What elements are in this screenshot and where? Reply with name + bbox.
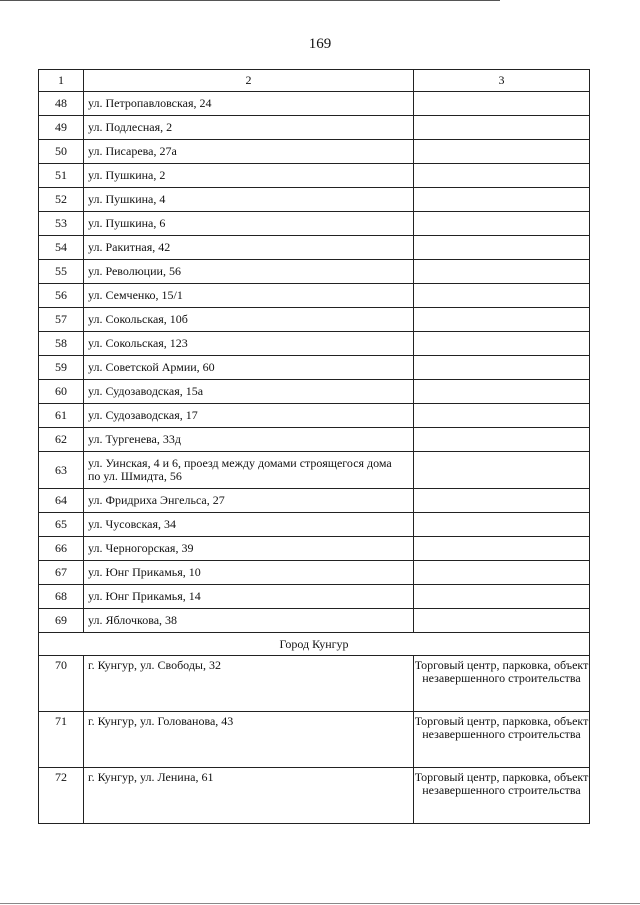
row-note: Торговый центр, парковка, объект незавершенного строительства [414,656,590,712]
table-row [39,380,590,404]
row-address: ул. Юнг Прикамья, 10 [84,561,414,585]
table-row [39,332,590,356]
row-note [414,561,590,585]
table-header-row [39,70,590,92]
row-address: ул. Пушкина, 2 [84,164,414,188]
row-note [414,188,590,212]
row-number: 58 [39,332,84,356]
column-header-2: 2 [84,70,414,92]
row-address: ул. Уинская, 4 и 6, проезд между домами строящегося дома по ул. Шмидта, 56 [84,452,414,489]
row-number: 55 [39,260,84,284]
table-row [39,428,590,452]
table-row [39,489,590,513]
row-address: ул. Подлесная, 2 [84,116,414,140]
table-row [39,356,590,380]
row-address: г. Кунгур, ул. Свободы, 32 [84,656,414,712]
row-note [414,489,590,513]
row-address: ул. Революции, 56 [84,260,414,284]
row-number: 51 [39,164,84,188]
row-address: ул. Сокольская, 10б [84,308,414,332]
row-number: 64 [39,489,84,513]
row-number: 50 [39,140,84,164]
row-address: ул. Тургенева, 33д [84,428,414,452]
table-row [39,308,590,332]
row-address: ул. Семченко, 15/1 [84,284,414,308]
row-address: ул. Сокольская, 123 [84,332,414,356]
row-address: ул. Юнг Прикамья, 14 [84,585,414,609]
bottom-border-line [0,903,640,904]
row-note [414,332,590,356]
row-address: г. Кунгур, ул. Ленина, 61 [84,768,414,824]
row-number: 69 [39,609,84,633]
row-note [414,116,590,140]
row-address: ул. Чусовская, 34 [84,513,414,537]
row-address: ул. Писарева, 27а [84,140,414,164]
row-number: 68 [39,585,84,609]
table-row [39,513,590,537]
section-title: Город Кунгур [39,633,590,656]
table-row [39,452,590,489]
row-number: 52 [39,188,84,212]
row-number: 63 [39,452,84,489]
top-border-line [0,0,500,1]
row-note [414,452,590,489]
table-row [39,260,590,284]
row-address: ул. Ракитная, 42 [84,236,414,260]
table-row [39,164,590,188]
table-row [39,92,590,116]
row-address: ул. Фридриха Энгельса, 27 [84,489,414,513]
row-number: 48 [39,92,84,116]
table-row [39,116,590,140]
row-note [414,356,590,380]
row-number: 70 [39,656,84,712]
table-row [39,212,590,236]
row-number: 62 [39,428,84,452]
table-row [39,188,590,212]
row-number: 57 [39,308,84,332]
table-row [39,609,590,633]
row-note: Торговый центр, парковка, объект незавершенного строительства [414,712,590,768]
address-table [38,69,590,824]
row-note [414,380,590,404]
row-note [414,236,590,260]
row-note [414,404,590,428]
row-address: ул. Советской Армии, 60 [84,356,414,380]
row-note [414,609,590,633]
table-row [39,585,590,609]
row-number: 71 [39,712,84,768]
table-row [39,236,590,260]
table-row [39,768,590,824]
column-header-1: 1 [39,70,84,92]
row-address: ул. Черногорская, 39 [84,537,414,561]
table-row [39,712,590,768]
table-row [39,561,590,585]
row-note: Торговый центр, парковка, объект незавершенного строительства [414,768,590,824]
row-address: г. Кунгур, ул. Голованова, 43 [84,712,414,768]
row-number: 66 [39,537,84,561]
column-header-3: 3 [414,70,590,92]
row-number: 49 [39,116,84,140]
row-note [414,513,590,537]
section-header-row [39,633,590,656]
row-note [414,140,590,164]
row-number: 67 [39,561,84,585]
row-note [414,428,590,452]
row-number: 72 [39,768,84,824]
row-number: 59 [39,356,84,380]
row-address: ул. Пушкина, 6 [84,212,414,236]
row-note [414,260,590,284]
row-address: ул. Петропавловская, 24 [84,92,414,116]
row-number: 54 [39,236,84,260]
row-number: 60 [39,380,84,404]
row-number: 53 [39,212,84,236]
row-number: 61 [39,404,84,428]
row-note [414,212,590,236]
row-note [414,92,590,116]
row-address: ул. Пушкина, 4 [84,188,414,212]
row-note [414,537,590,561]
row-number: 65 [39,513,84,537]
table-row [39,656,590,712]
row-number: 56 [39,284,84,308]
table-row [39,284,590,308]
row-address: ул. Яблочкова, 38 [84,609,414,633]
page-number: 169 [308,36,332,52]
table-row [39,404,590,428]
row-note [414,164,590,188]
row-note [414,308,590,332]
table-row [39,537,590,561]
table-row [39,140,590,164]
row-address: ул. Судозаводская, 15а [84,380,414,404]
row-note [414,585,590,609]
row-address: ул. Судозаводская, 17 [84,404,414,428]
row-note [414,284,590,308]
